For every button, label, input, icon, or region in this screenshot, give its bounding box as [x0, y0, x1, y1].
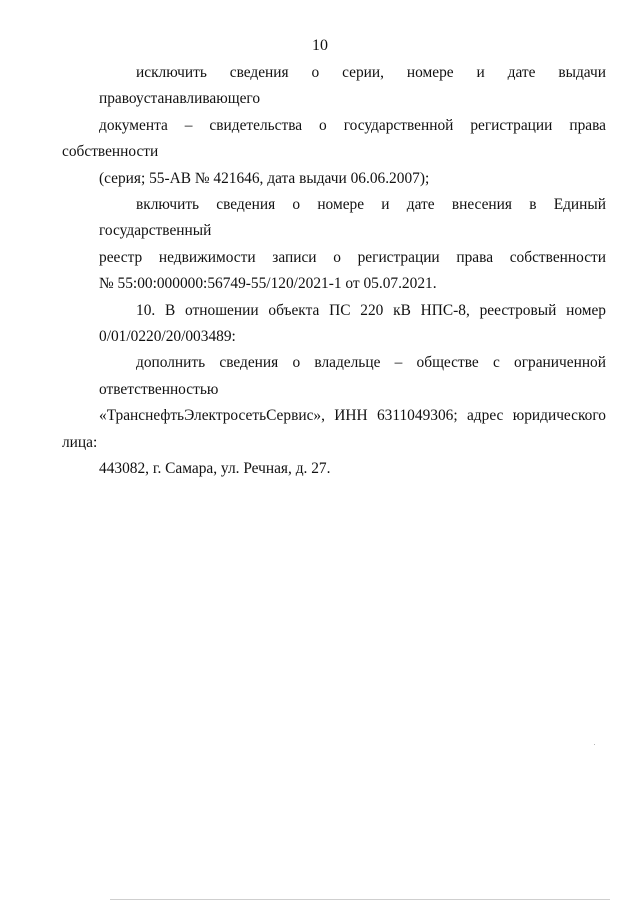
paragraph-include-info	[62, 192, 606, 298]
text-line: документа – свидетельства о государственной регистрации права собственности	[62, 116, 606, 161]
text-line: включить сведения о номере и дате внесения в Единый государственный	[99, 196, 606, 240]
scan-edge-line	[110, 899, 610, 900]
page-number: 10	[312, 37, 328, 54]
text-line: «ТранснефтьЭлектросетьСервис», ИНН 6311049306; адрес юридического лица:	[62, 407, 606, 451]
text-line: реестр недвижимости записи о регистрации права собственности	[99, 248, 606, 266]
paragraph-add-owner	[62, 350, 606, 482]
text-line: 443082, г. Самара, ул. Речная, д. 27.	[99, 460, 331, 478]
text-line: № 55:00:000000:56749-55/120/2021-1 от 05.07.2021.	[99, 275, 437, 293]
paragraph-exclude-info	[62, 60, 606, 192]
text-line: исключить сведения о серии, номере и дате выдачи правоустанавливающего	[99, 64, 606, 108]
document-body	[62, 60, 606, 483]
text-line: дополнить сведения о владельце – обществе с ограниченной ответственностью	[99, 354, 606, 398]
paragraph-item-10	[62, 298, 606, 351]
text-line: 10. В отношении объекта ПС 220 кВ НПС-8, реестровый номер	[136, 301, 606, 319]
scan-speck	[594, 744, 595, 745]
text-line: 0/01/0220/20/003489:	[99, 328, 236, 346]
text-line: (серия; 55-АВ № 421646, дата выдачи 06.06.2007);	[99, 169, 430, 187]
